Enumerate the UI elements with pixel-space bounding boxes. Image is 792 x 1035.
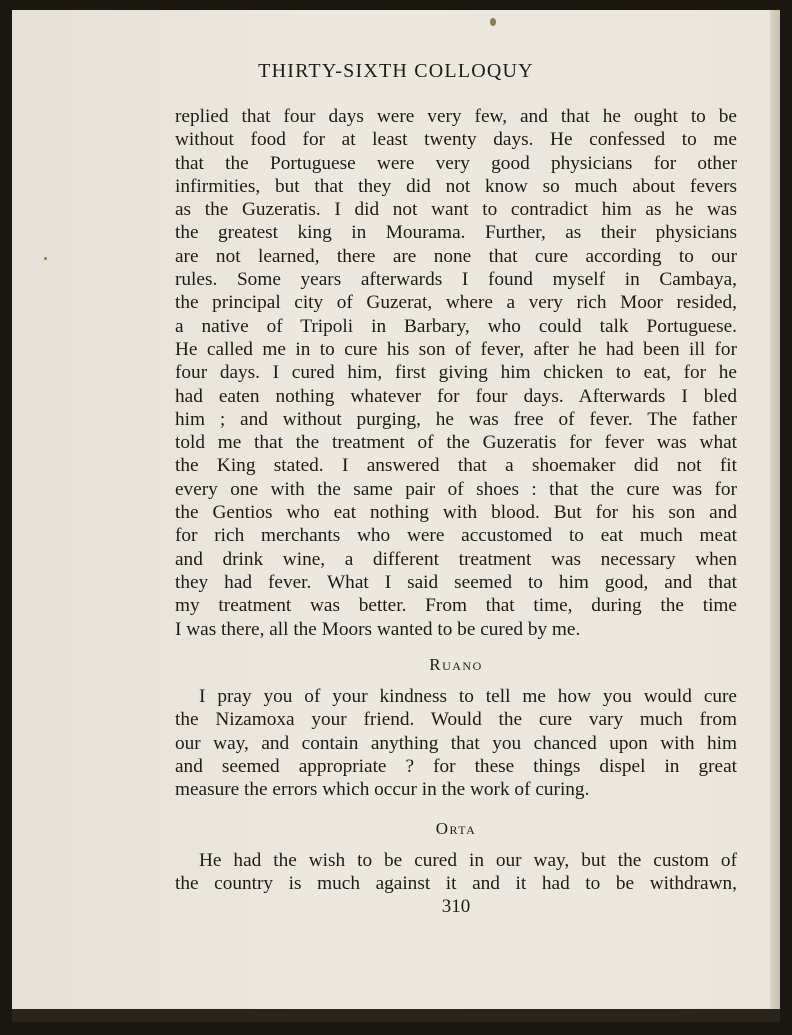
text-line: as the Guzeratis. I did not want to contradict him as he was [175,199,737,221]
text-line: the greatest king in Mourama. Further, as their physicians [175,222,737,244]
paragraph-3 [175,849,737,896]
text-line: I pray you of your kindness to tell me how you would cure [199,686,737,707]
speaker-orta: Orta [435,819,477,838]
text-line: every one with the same pair of shoes : that the cure was for [175,478,737,500]
text-line: a native of Tripoli in Barbary, who could talk Portuguese. [175,315,737,337]
text-line: my treatment was better. From that time, during the time [175,595,737,617]
running-head: THIRTY-SIXTH COLLOQUY [258,60,534,82]
text-line: our way, and contain anything that you chanced upon with him [175,732,737,754]
text-line: and seemed appropriate ? for these things dispel in great [175,755,737,777]
text-line: the King stated. I answered that a shoemaker did not fit [175,455,737,477]
text-line: that the Portuguese were very good physicians for other [175,152,737,174]
text-line: had eaten nothing whatever for four days. Afterwards I bled [175,385,737,407]
text-line: the Nizamoxa your friend. Would the cure vary much from [175,709,737,731]
text-line: are not learned, there are none that cure according to our [175,245,737,267]
page-edge [770,10,780,1022]
text-line: told me that the treatment of the Guzeratis for fever was what [175,432,737,454]
text-line: the principal city of Guzerat, where a very rich Moor resided, [175,292,737,314]
text-line: without food for at least twenty days. He confessed to me [175,129,737,151]
text-line: four days. I cured him, first giving him chicken to eat, for he [175,362,737,384]
text-line: He called me in to cure his son of fever, after he had been ill for [175,338,737,360]
text-line: infirmities, but that they did not know so much about fevers [175,175,737,197]
text-line: the country is much against it and it had to be withdrawn, [175,873,737,895]
text-line: they had fever. What I said seemed to him good, and that [175,571,737,593]
text-line: rules. Some years afterwards I found myself in Cambaya, [175,269,737,291]
text-line: for rich merchants who were accustomed to eat much meat [175,525,737,547]
paragraph-1 [175,105,737,641]
speaker-ruano: Ruano [429,655,483,674]
paragraph-2 [175,685,737,801]
text-line: measure the errors which occur in the work of curing. [175,779,590,801]
text-line: him ; and without purging, he was free of fever. The father [175,408,737,430]
text-line: replied that four days were very few, and that he ought to be [175,106,737,127]
text-line: the Gentios who eat nothing with blood. But for his son and [175,502,737,524]
text-line: and drink wine, a different treatment was necessary when [175,548,737,570]
text-line: I was there, all the Moors wanted to be cured by me. [175,618,581,640]
page-number: 310 [441,896,471,917]
ink-speck [44,257,47,260]
bottom-shadow [12,1009,780,1022]
ink-speck [490,18,496,26]
text-line: He had the wish to be cured in our way, but the custom of [199,850,737,871]
